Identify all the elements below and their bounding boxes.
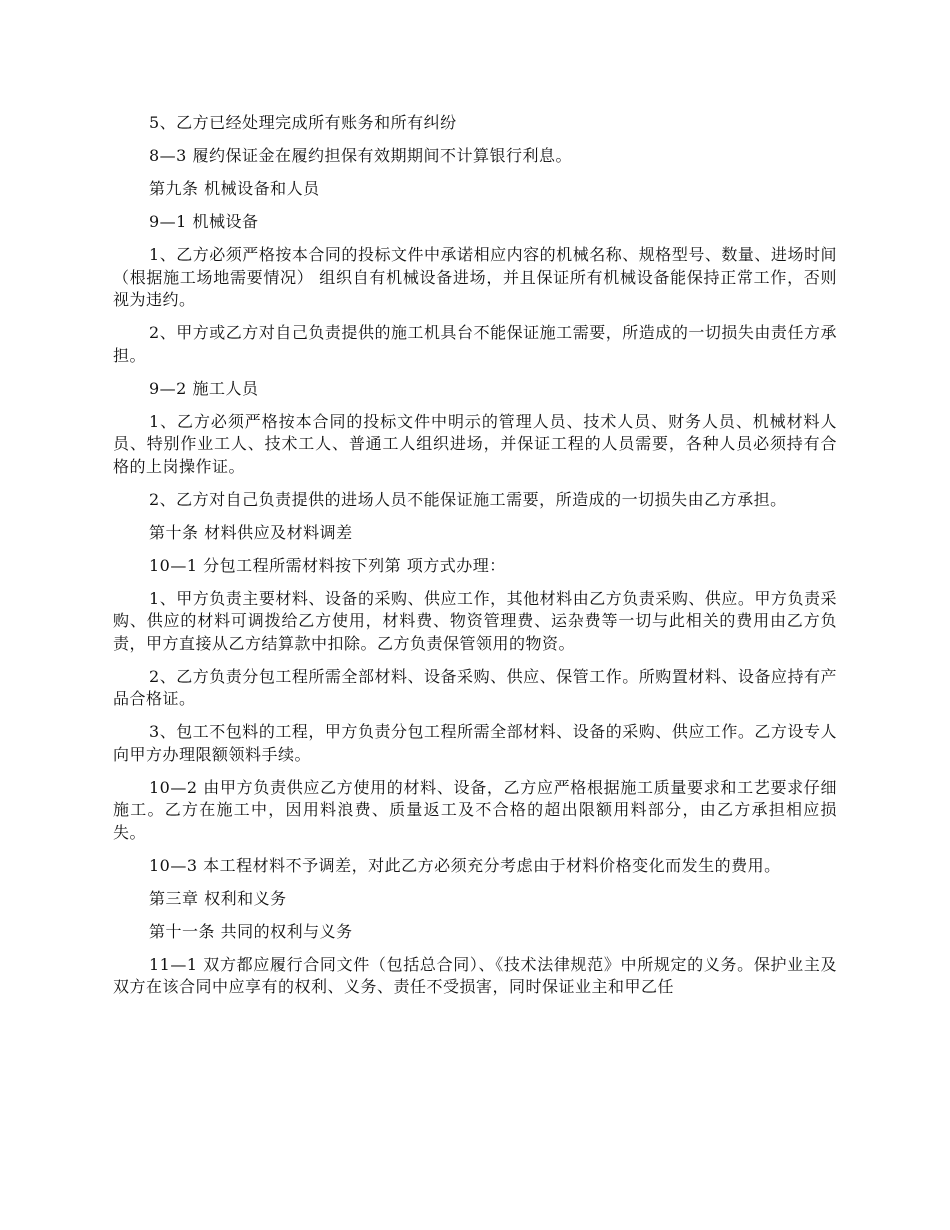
heading-article-11: 第十一条 共同的权利与义务 bbox=[149, 921, 353, 941]
paragraph-10-1-item-1: 1、甲方负责主要材料、设备的采购、供应工作，其他材料由乙方负责采购、供应。甲方负责采购、供应的材料可调拨给乙方使用，材料费、物资管理费、运杂费等一切与此相关的费用由乙方负责，甲方直接从乙方结算款中扣除。乙方负责保管领用的物资。 bbox=[113, 588, 837, 653]
heading-9-1-machinery: 9—1 机械设备 bbox=[149, 212, 259, 231]
paragraph-9-1-item-1: 1、乙方必须严格按本合同的投标文件中承诺相应内容的机械名称、规格型号、数量、进场时间（根据施工场地需要情况） 组织自有机械设备进场，并且保证所有机械设备能保持正常工作，否则视为违约。 bbox=[113, 245, 837, 309]
paragraph-10-1: 10—1 分包工程所需材料按下列第 项方式办理： bbox=[149, 555, 506, 575]
paragraph-10-3: 10—3 本工程材料不予调差，对此乙方必须充分考虑由于材料价格变化而发生的费用。 bbox=[149, 855, 781, 875]
paragraph-9-1-item-2: 2、甲方或乙方对自己负责提供的施工机具台不能保证施工需要，所造成的一切损失由责任方承担。 bbox=[113, 323, 837, 365]
document-page bbox=[113, 112, 837, 1009]
heading-article-9: 第九条 机械设备和人员 bbox=[149, 179, 320, 198]
paragraph-10-1-item-3: 3、包工不包料的工程，甲方负责分包工程所需全部材料、设备的采购、供应工作。乙方设专人向甲方办理限额领料手续。 bbox=[113, 722, 837, 764]
heading-chapter-3: 第三章 权利和义务 bbox=[149, 888, 287, 908]
paragraph-9-2-item-2: 2、乙方对自己负责提供的进场人员不能保证施工需要，所造成的一切损失由乙方承担。 bbox=[149, 489, 787, 509]
paragraph-8-3-deposit-interest: 8—3 履约保证金在履约担保有效期期间不计算银行利息。 bbox=[149, 146, 572, 165]
heading-article-10: 第十条 材料供应及材料调差 bbox=[149, 522, 353, 542]
heading-9-2-personnel: 9—2 施工人员 bbox=[149, 378, 259, 398]
paragraph-11-1: 11—1 双方都应履行合同文件（包括总合同）、《技术法律规范》中所规定的义务。保护业主及双方在该合同中应享有的权利、义务、责任不受损害，同时保证业主和甲乙任 bbox=[113, 954, 837, 996]
paragraph-9-2-item-1: 1、乙方必须严格按本合同的投标文件中明示的管理人员、技术人员、财务人员、机械材料人员、特别作业工人、技术工人、普通工人组织进场，并保证工程的人员需要，各种人员必须持有合格的上岗操作证。 bbox=[113, 411, 837, 476]
paragraph-clause-8-item-5: 5、乙方已经处理完成所有账务和所有纠纷 bbox=[149, 113, 457, 132]
paragraph-10-2: 10—2 由甲方负责供应乙方使用的材料、设备，乙方应严格根据施工质量要求和工艺要求仔细施工。乙方在施工中，因用料浪费、质量返工及不合格的超出限额用料部分，由乙方承担相应损失。 bbox=[113, 777, 837, 842]
paragraph-10-1-item-2: 2、乙方负责分包工程所需全部材料、设备采购、供应、保管工作。所购置材料、设备应持有产品合格证。 bbox=[113, 666, 837, 708]
